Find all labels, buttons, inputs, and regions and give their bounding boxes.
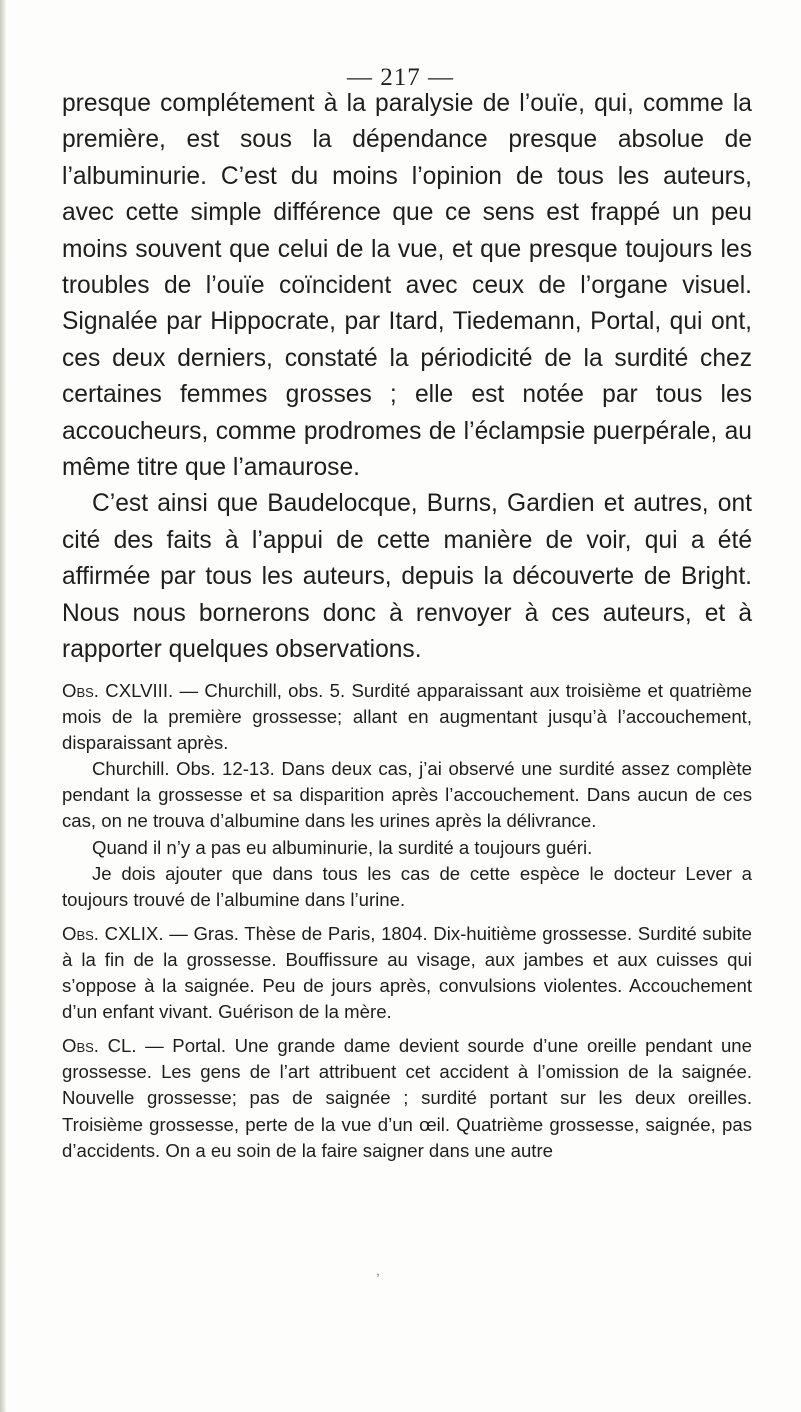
- obs-label: Obs.: [62, 922, 99, 944]
- paper-speck: ,: [376, 1262, 380, 1279]
- observation-148: [62, 678, 752, 756]
- observation-churchill-conclusion: Quand il n’y a pas eu albuminurie, la surdité a toujours guéri.: [92, 836, 593, 858]
- obs-text: — Portal. Une grande dame devient sourde d’une oreille pendant une grossesse. Les gens de l’art attribuent cet accident à l’omission de la saignée. Nouvelle grossesse; pas de saignée ; surdité portant sur les deux oreilles. Troisième grossesse, perte de la vue d’un œil. Quatrième grossesse, saignée, pas d’accidents. On a eu soin de la faire saigner dans une autre: [62, 1035, 752, 1161]
- observations-block: [62, 678, 752, 1164]
- observation-lever-note: Je dois ajouter que dans tous les cas de cette espèce le docteur Lever a toujours trouvé de l’albumine dans l’urine.: [62, 862, 752, 910]
- page-binding-shadow: [0, 0, 7, 1412]
- obs-number: CXLIX.: [104, 922, 164, 944]
- obs-number: CXLVIII.: [105, 680, 174, 701]
- observation-150: [62, 1033, 752, 1163]
- obs-label: Obs.: [62, 1035, 99, 1057]
- paragraph-2: C’est ainsi que Baudelocque, Burns, Gardien et autres, ont cité des faits à l’appui de cette manière de voir, qui a été affirmée par tous les auteurs, depuis la découverte de Bright. Nous nous bornerons donc à renvoyer à ces auteurs, et à rapporter quelques observations.: [62, 490, 752, 664]
- obs-text: — Gras. Thèse de Paris, 1804. Dix-huitième grossesse. Surdité subite à la fin de la grossesse. Bouffissure au visage, aux jambes et aux cuisses qui s’oppose à la saignée. Peu de jours après, convulsions violentes. Accouchement d’un enfant vivant. Guérison de la mère.: [62, 922, 752, 1023]
- obs-label: Obs.: [62, 680, 99, 701]
- main-text: [62, 86, 752, 669]
- obs-text: — Churchill, obs. 5. Surdité apparaissant aux troisième et quatrième mois de la première grossesse; allant en augmentant jusqu’à l’accouchement, disparaissant après.: [62, 680, 752, 754]
- observation-149: [62, 921, 752, 1025]
- paragraph-1: presque complétement à la paralysie de l’ouïe, qui, comme la première, est sous la dépendance presque absolue de l’albuminurie. C’est du moins l’opinion de tous les auteurs, avec cette simple différence que ce sens est frappé un peu moins souvent que celui de la vue, et que presque toujours les troubles de l’ouïe coïncident avec ceux de l’organe visuel. Signalée par Hippocrate, par Itard, Tiedemann, Portal, qui ont, ces deux derniers, constaté la périodicité de la surdité chez certaines femmes grosses ; elle est notée par tous les accoucheurs, comme prodromes de l’éclampsie puerpérale, au même titre que l’amaurose.: [62, 90, 752, 482]
- page-number: — 217 —: [347, 64, 454, 91]
- obs-number: CL.: [107, 1035, 137, 1057]
- observation-churchill-12-13: Churchill. Obs. 12-13. Dans deux cas, j’ai observé une surdité assez complète pendant la grossesse et sa disparition après l’accouchement. Dans aucun de ces cas, on ne trouva d’albumine dans les urines après la délivrance.: [62, 758, 752, 832]
